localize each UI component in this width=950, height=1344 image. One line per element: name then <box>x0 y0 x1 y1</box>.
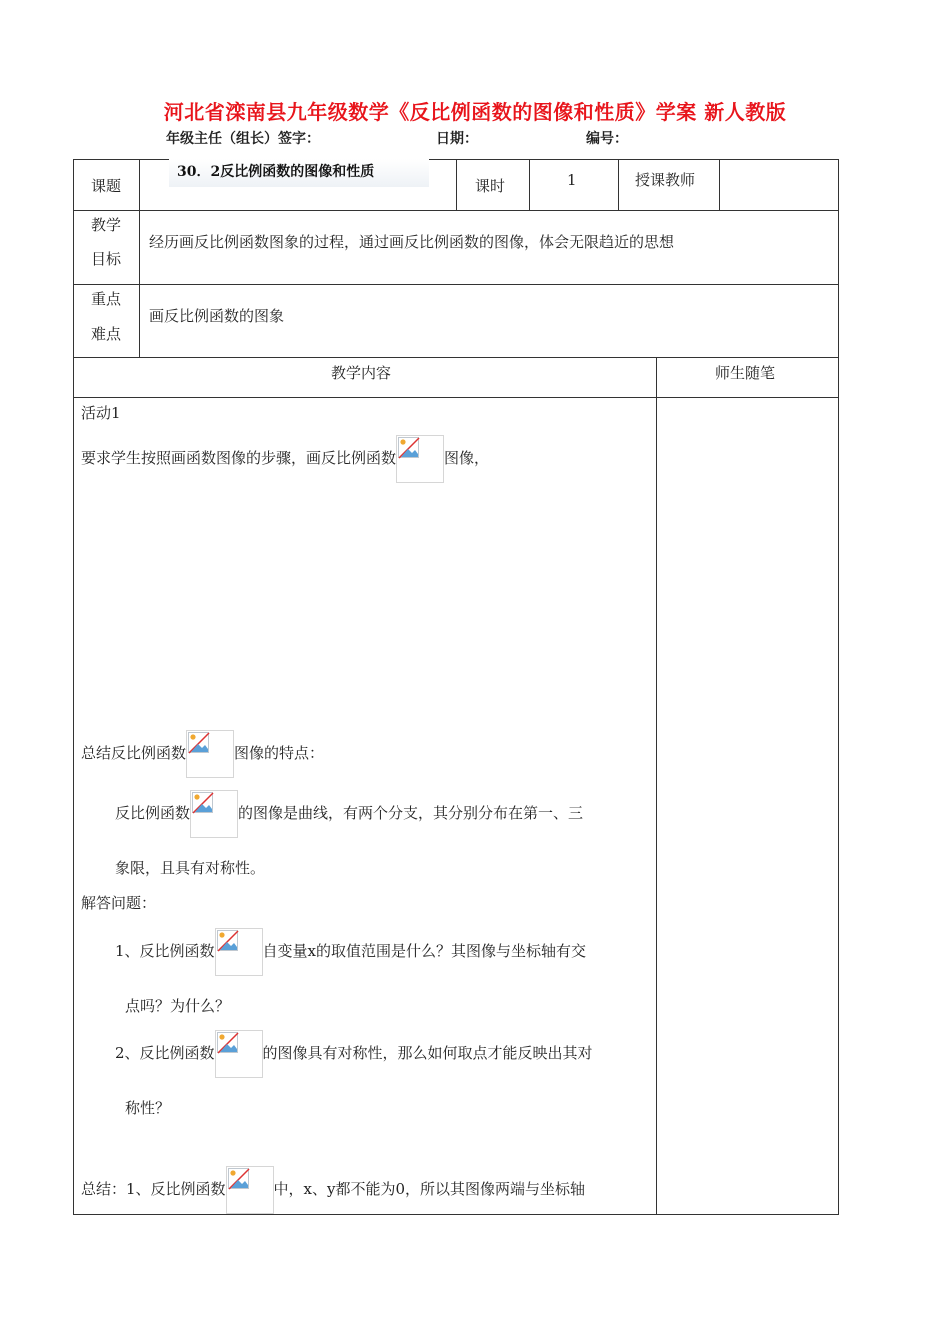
line-7: 点吗？为什么？ <box>125 997 231 1015</box>
objective-label-2: 目标 <box>91 250 122 268</box>
line-8 <box>115 1028 593 1078</box>
activity-heading: 活动1 <box>81 404 121 422</box>
line-2 <box>81 728 324 778</box>
content-header: 教学内容 <box>331 364 392 382</box>
line-2-text-a: 总结反比例函数 <box>81 744 187 762</box>
period-label: 课时 <box>475 177 506 195</box>
line-5: 解答问题： <box>81 894 157 912</box>
objective-label-1: 教学 <box>91 216 122 234</box>
line-6 <box>115 926 586 976</box>
broken-image-icon <box>215 928 263 976</box>
period-value: 1 <box>567 171 577 189</box>
broken-image-icon <box>226 1166 274 1214</box>
director-signature-label: 年级主任（组长）签字： <box>166 131 320 147</box>
line-1 <box>81 433 489 483</box>
line-1-text-a: 要求学生按照画函数图像的步骤，画反比例函数 <box>81 449 397 467</box>
line-10-text-a: 总结：1、反比例函数 <box>81 1180 226 1198</box>
topic-label: 课题 <box>91 177 122 195</box>
line-6-text-a: 1、反比例函数 <box>115 942 215 960</box>
line-10-text-b: 中，x、y都不能为0，所以其图像两端与坐标轴 <box>273 1180 586 1198</box>
objective-value: 经历画反比例函数图象的过程，通过画反比例函数的图像，体会无限趋近的思想 <box>149 233 675 251</box>
line-3-text-b: 的图像是曲线，有两个分支，其分别分布在第一、三 <box>238 804 584 822</box>
broken-image-icon <box>396 435 444 483</box>
key-value: 画反比例函数的图象 <box>149 307 285 325</box>
line-8-text-b: 的图像具有对称性，那么如何取点才能反映出其对 <box>262 1044 593 1062</box>
number-label: 编号： <box>586 131 628 147</box>
line-10 <box>81 1164 585 1214</box>
lesson-table <box>73 159 839 1215</box>
broken-image-icon <box>215 1030 263 1078</box>
line-8-text-a: 2、反比例函数 <box>115 1044 215 1062</box>
broken-image-icon <box>186 730 234 778</box>
line-1-text-b: 图像， <box>444 449 490 467</box>
key-label-1: 重点 <box>91 290 122 308</box>
line-3 <box>115 788 583 838</box>
line-9: 称性？ <box>125 1099 171 1117</box>
key-label-2: 难点 <box>91 325 122 343</box>
topic-value: 30．2反比例函数的图像和性质 <box>169 159 429 187</box>
teacher-label: 授课教师 <box>635 171 696 189</box>
date-label: 日期： <box>436 131 478 147</box>
line-3-text-a: 反比例函数 <box>115 804 191 822</box>
line-2-text-b: 图像的特点： <box>234 744 325 762</box>
line-6-text-b: 自变量x的取值范围是什么？其图像与坐标轴有交 <box>262 942 587 960</box>
line-4: 象限，且具有对称性。 <box>115 859 266 877</box>
notes-header: 师生随笔 <box>715 364 776 382</box>
document-title: 河北省滦南县九年级数学《反比例函数的图像和性质》学案 新人教版 <box>163 100 787 124</box>
broken-image-icon <box>190 790 238 838</box>
